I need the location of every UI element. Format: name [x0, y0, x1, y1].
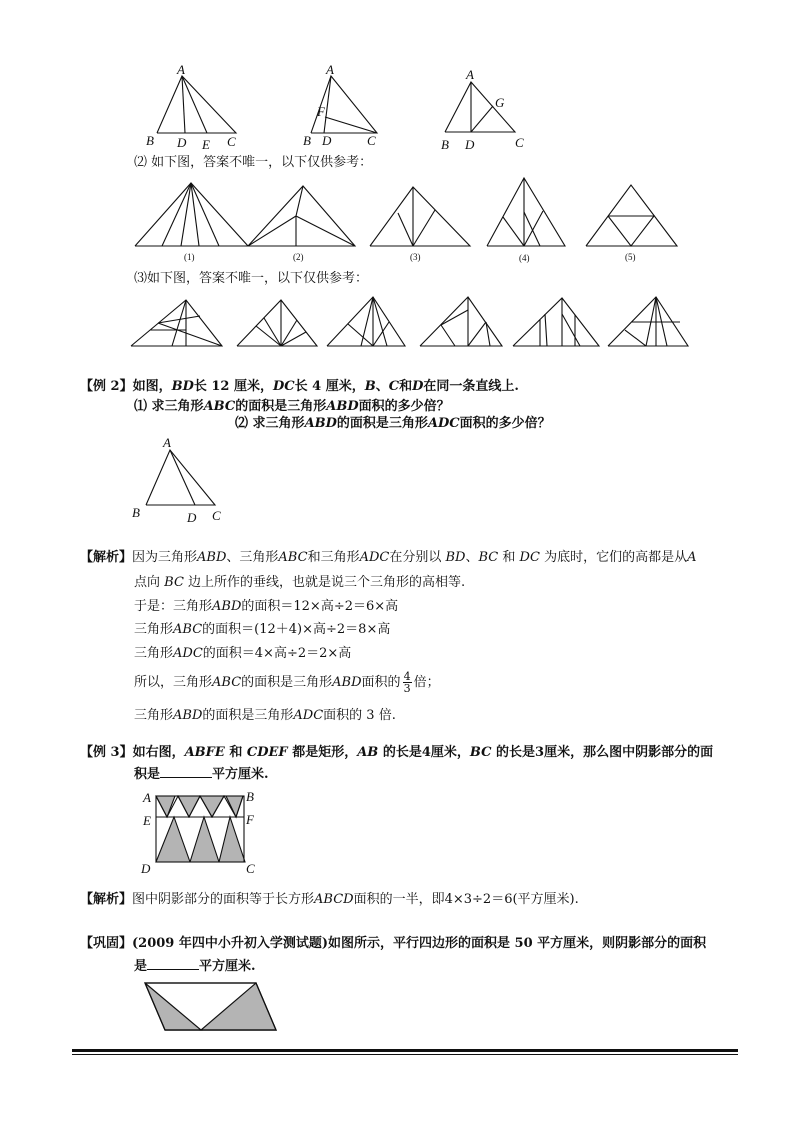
solution-tag: 【解析】 [80, 892, 133, 907]
consolidate-tag: 【巩固】 [80, 936, 133, 951]
ex2-solution-line7: 三角形ABD的面积是三角形ADC面积的 3 倍. [134, 708, 396, 723]
footer-rule-thick [72, 1049, 738, 1052]
label-c: C [246, 861, 255, 876]
t1-cevian-1 [182, 76, 185, 133]
label-a: A [177, 62, 185, 77]
caption-4: (4) [519, 253, 530, 263]
part2-heading: ⑵ 如下图，答案不唯一，以下仅供参考： [134, 155, 373, 170]
label-d: D [177, 135, 187, 150]
label-f: F [317, 104, 325, 119]
ex2-question-1: ⑴ 求三角形ABC的面积是三角形ABD面积的多少倍？ [134, 399, 450, 414]
label-c: C [515, 135, 524, 150]
ex2-line1: 【例 2】如图，BD长 12 厘米，DC长 4 厘米，B、C和D在同一条直线上. [80, 379, 519, 394]
label-c: C [227, 134, 236, 149]
ex2-solution-line5: 三角形ADC的面积＝4×高÷2＝2×高 [134, 646, 352, 661]
label-b: B [246, 789, 254, 804]
ex2-solution-line6: 所以，三角形ABC的面积是三角形ABD面积的 $\frac{4}{3}$ 倍； [134, 670, 440, 695]
ex2-tag: 【例 2】 [80, 379, 133, 394]
label-b: B [132, 505, 140, 520]
answer-blank [160, 765, 212, 778]
ex3-tag: 【例 3】 [80, 745, 133, 760]
label-e: E [202, 137, 210, 152]
ex2-solution-line2: 点向 BC 边上所作的垂线，也就是说三个三角形的高相等. [134, 575, 466, 590]
ex3-line1: 【例 3】如右图，ABFE 和 CDEF 都是矩形，AB 的长是4厘米，BC 的长是3厘米，那么图中阴影部分的面 [80, 745, 714, 760]
caption-5: (5) [625, 252, 636, 262]
answer-blank [147, 957, 199, 970]
label-a: A [466, 67, 474, 82]
part3-heading: ⑶如下图，答案不唯一，以下仅供参考： [134, 271, 369, 286]
ex2-question-2: ⑵ 求三角形ABD的面积是三角形ADC面积的多少倍？ [235, 416, 551, 431]
label-a: A [326, 62, 334, 77]
label-d: D [187, 510, 197, 525]
footer-rule-thin [72, 1054, 738, 1055]
ex3-line2: 积是 平方厘米. [134, 767, 269, 782]
ex2-solution-line4: 三角形ABC的面积＝(12＋4)×高÷2＝8×高 [134, 622, 391, 637]
t2-segment-fc [325, 117, 377, 133]
label-b: B [303, 133, 311, 148]
caption-1: (1) [184, 252, 195, 262]
label-g: G [495, 95, 505, 110]
consolidate-line1: 【巩固】(2009 年四中小升初入学测试题)如图所示，平行四边形的面积是 50 平方厘米，则阴影部分的面积 [80, 936, 707, 951]
label-d: D [141, 861, 151, 876]
fraction: $\frac{4}{3}$ [403, 670, 411, 695]
label-a: A [163, 435, 171, 450]
t1-cevian-2 [182, 76, 207, 133]
t3-segment-dg [471, 106, 493, 132]
ex3-solution: 【解析】图中阴影部分的面积等于长方形ABCD面积的一半，即4×3÷2＝6(平方厘米). [80, 892, 579, 907]
label-d: D [322, 133, 332, 148]
ex2-solution-line3: 于是：三角形ABD的面积＝12×高÷2＝6×高 [134, 599, 399, 614]
label-e: E [143, 813, 151, 828]
label-f: F [246, 812, 254, 827]
t2-cevian [324, 76, 331, 133]
label-c: C [367, 133, 376, 148]
label-d: D [465, 137, 475, 152]
label-b: B [146, 133, 154, 148]
caption-2: (2) [293, 252, 304, 262]
label-b: B [441, 137, 449, 152]
solution-tag: 【解析】 [80, 550, 133, 565]
label-a: A [143, 790, 151, 805]
t3-outline [445, 82, 515, 132]
ex2-solution-line1: 【解析】因为三角形ABD、三角形ABC和三角形ADC在分别以 BD、BC 和 DC 为底时，它们的高都是从A [80, 550, 697, 565]
consolidate-line2: 是 平方厘米. [134, 959, 256, 974]
caption-3: (3) [410, 252, 421, 262]
label-c: C [212, 508, 221, 523]
t1-outline [157, 76, 236, 133]
